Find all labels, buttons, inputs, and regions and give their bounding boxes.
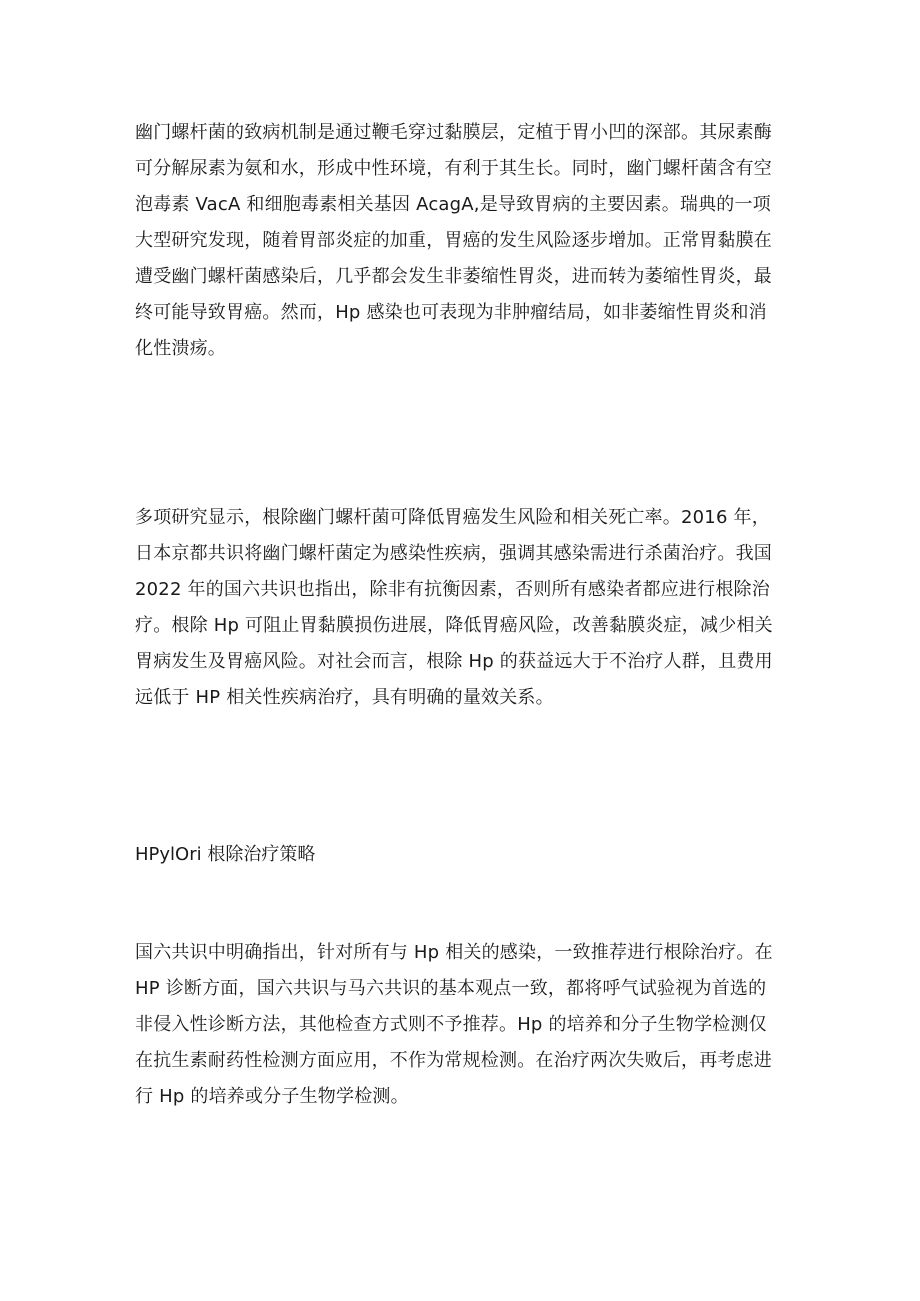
paragraph-line: 疗。根除 Hp 可阻止胃黏膜损伤进展，降低胃癌风险，改善黏膜炎症，减少相关 <box>135 615 773 636</box>
paragraph-eradication-benefits <box>135 500 790 716</box>
paragraph-line: HP 诊断方面，国六共识与马六共识的基本观点一致，都将呼气试验视为首选的 <box>135 978 767 999</box>
paragraph-line: 在抗生素耐药性检测方面应用，不作为常规检测。在治疗两次失败后，再考虑进 <box>135 1050 772 1071</box>
paragraph-line: 幽门螺杆菌的致病机制是通过鞭毛穿过黏膜层，定植于胃小凹的深部。其尿素酶 <box>135 122 772 143</box>
paragraph-line: 终可能导致胃癌。然而，Hp 感染也可表现为非肿瘤结局，如非萎缩性胃炎和消 <box>135 302 767 323</box>
paragraph-line: 遭受幽门螺杆菌感染后，几乎都会发生非萎缩性胃炎，进而转为萎缩性胃炎，最 <box>135 266 772 287</box>
paragraph-line: 胃病发生及胃癌风险。对社会而言，根除 Hp 的获益远大于不治疗人群，且费用 <box>135 651 773 672</box>
paragraph-line: 泡毒素 VacA 和细胞毒素相关基因 AcagA,是导致胃病的主要因素。瑞典的一项 <box>135 194 771 215</box>
paragraph-line: 可分解尿素为氨和水，形成中性环境，有利于其生长。同时，幽门螺杆菌含有空 <box>135 158 772 179</box>
paragraph-line: 大型研究发现，随着胃部炎症的加重，胃癌的发生风险逐步增加。正常胃黏膜在 <box>135 230 772 251</box>
section-heading: HPylOri 根除治疗策略 <box>135 844 316 865</box>
paragraph-line: 日本京都共识将幽门螺杆菌定为感染性疾病，强调其感染需进行杀菌治疗。我国 <box>135 543 772 564</box>
paragraph-line: 2022 年的国六共识也指出，除非有抗衡因素，否则所有感染者都应进行根除治 <box>135 579 770 600</box>
paragraph-line: 远低于 HP 相关性疾病治疗，具有明确的量效关系。 <box>135 687 554 708</box>
paragraph-pathogenesis <box>135 115 790 367</box>
paragraph-line: 多项研究显示，根除幽门螺杆菌可降低胃癌发生风险和相关死亡率。2016 年， <box>135 507 770 528</box>
paragraph-line: 化性溃疡。 <box>135 338 226 359</box>
paragraph-line: 国六共识中明确指出，针对所有与 Hp 相关的感染，一致推荐进行根除治疗。在 <box>135 942 773 963</box>
paragraph-treatment-strategy <box>135 935 790 1115</box>
paragraph-line: 非侵入性诊断方法，其他检查方式则不予推荐。Hp 的培养和分子生物学检测仅 <box>135 1014 767 1035</box>
paragraph-line: 行 Hp 的培养或分子生物学检测。 <box>135 1086 409 1107</box>
